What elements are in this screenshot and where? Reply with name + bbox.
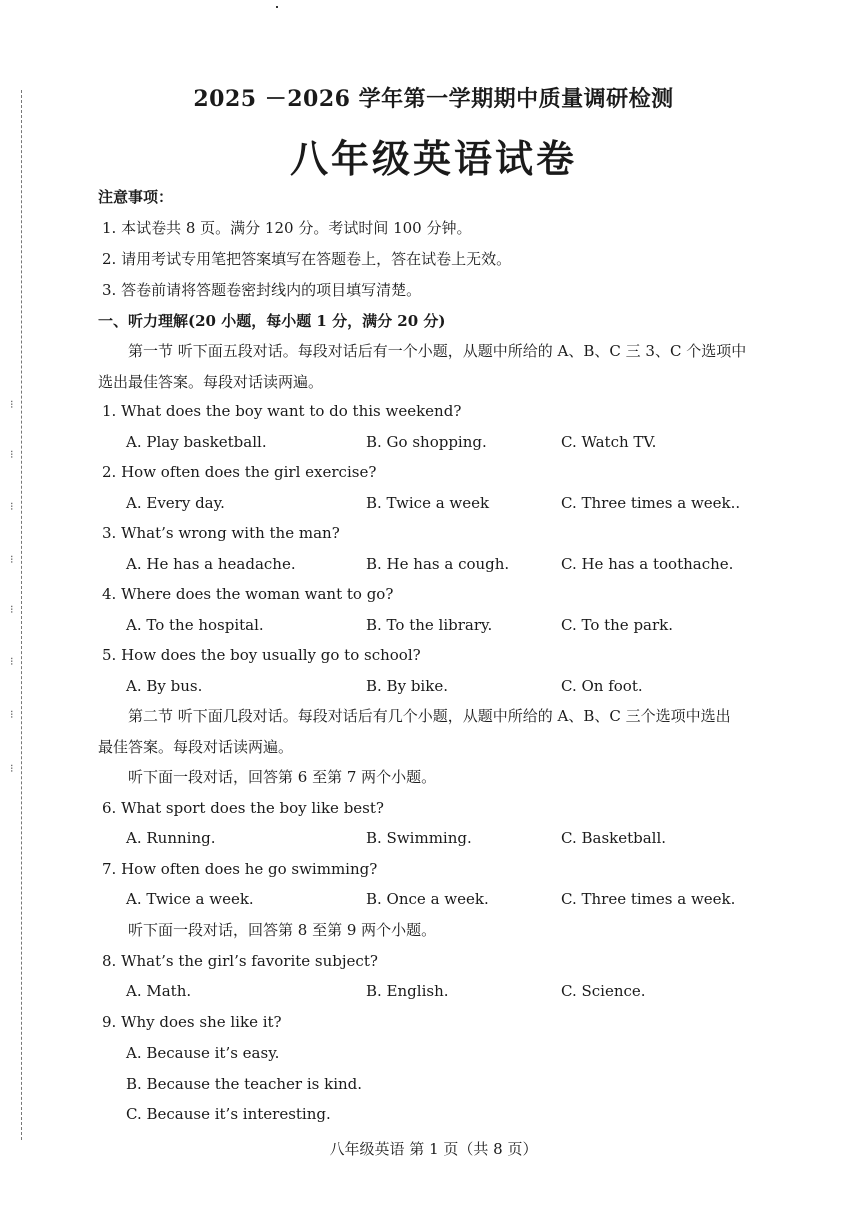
question-text: 3. What’s wrong with the man? bbox=[102, 524, 340, 542]
option-b: B. By bike. bbox=[366, 677, 448, 695]
option-c: C. Basketball. bbox=[561, 829, 667, 847]
binding-mark: ⁝ bbox=[10, 398, 14, 411]
option-c: C. Science. bbox=[561, 982, 646, 1000]
option-a: A. Play basketball. bbox=[126, 433, 267, 451]
notes-item: 1. 本试卷共 8 页。满分 120 分。考试时间 100 分钟。 bbox=[102, 219, 472, 237]
binding-mark: ⁝ bbox=[10, 500, 14, 513]
binding-mark: ⁝ bbox=[10, 655, 14, 668]
option-c: C. Three times a week. bbox=[561, 890, 736, 908]
notes-heading: 注意事项： bbox=[98, 188, 174, 206]
option-a: A. By bus. bbox=[126, 677, 203, 695]
section-heading: 一、听力理解(20 小题，每小题 1 分，满分 20 分) bbox=[98, 312, 446, 330]
binding-mark: ⁝ bbox=[10, 448, 14, 461]
option-a: A. Twice a week. bbox=[126, 890, 254, 908]
option-c: C. Because it’s interesting. bbox=[126, 1105, 331, 1123]
binding-mark: ⁝ bbox=[10, 708, 14, 721]
option-a: A. Because it’s easy. bbox=[126, 1044, 280, 1062]
option-c: C. To the park. bbox=[561, 616, 674, 634]
option-a: A. Running. bbox=[126, 829, 216, 847]
dialogue-instruction: 听下面一段对话，回答第 6 至第 7 两个小题。 bbox=[128, 768, 437, 786]
scan-dot bbox=[276, 6, 278, 8]
option-a: A. He has a headache. bbox=[126, 555, 296, 573]
option-b: B. Go shopping. bbox=[366, 433, 487, 451]
question-text: 5. How does the boy usually go to school? bbox=[102, 646, 421, 664]
option-b: B. Because the teacher is kind. bbox=[126, 1075, 363, 1093]
dialogue-instruction: 听下面一段对话，回答第 8 至第 9 两个小题。 bbox=[128, 921, 437, 939]
notes-item: 3. 答卷前请将答题卷密封线内的项目填写清楚。 bbox=[102, 281, 422, 299]
option-c: C. Watch TV. bbox=[561, 433, 657, 451]
binding-mark: ⁝ bbox=[10, 762, 14, 775]
part2-instruction: 第二节 听下面几段对话。每段对话后有几个小题，从题中所给的 A、B、C 三个选项中选出 bbox=[128, 707, 731, 725]
option-a: A. To the hospital. bbox=[126, 616, 264, 634]
question-text: 6. What sport does the boy like best? bbox=[102, 799, 384, 817]
option-b: B. He has a cough. bbox=[366, 555, 510, 573]
page-footer: 八年级英语 第 1 页（共 8 页） bbox=[329, 1140, 538, 1158]
option-b: B. Twice a week bbox=[366, 494, 490, 512]
exam-subtitle: 八年级英语试卷 bbox=[289, 136, 577, 181]
option-c: C. On foot. bbox=[561, 677, 643, 695]
part1-instruction-cont: 选出最佳答案。每段对话读两遍。 bbox=[98, 373, 324, 391]
option-c: C. He has a toothache. bbox=[561, 555, 734, 573]
option-b: B. Swimming. bbox=[366, 829, 472, 847]
binding-mark: ⁝ bbox=[10, 553, 14, 566]
option-b: B. English. bbox=[366, 982, 449, 1000]
binding-mark: ⁝ bbox=[10, 603, 14, 616]
question-text: 4. Where does the woman want to go? bbox=[102, 585, 394, 603]
option-b: B. Once a week. bbox=[366, 890, 489, 908]
exam-title: 2025 －2026 学年第一学期期中质量调研检测 bbox=[193, 86, 674, 112]
question-text: 9. Why does she like it? bbox=[102, 1013, 282, 1031]
part2-instruction-cont: 最佳答案。每段对话读两遍。 bbox=[98, 738, 294, 756]
question-text: 1. What does the boy want to do this weekend? bbox=[102, 402, 462, 420]
option-c: C. Three times a week.. bbox=[561, 494, 741, 512]
question-text: 2. How often does the girl exercise? bbox=[102, 463, 377, 481]
notes-item: 2. 请用考试专用笔把答案填写在答题卷上，答在试卷上无效。 bbox=[102, 250, 512, 268]
part1-instruction: 第一节 听下面五段对话。每段对话后有一个小题，从题中所给的 A、B、C 三 3、C 个选项中 bbox=[128, 342, 747, 360]
binding-dashed-line bbox=[21, 90, 22, 1140]
option-b: B. To the library. bbox=[366, 616, 493, 634]
option-a: A. Every day. bbox=[126, 494, 225, 512]
question-text: 8. What’s the girl’s favorite subject? bbox=[102, 952, 378, 970]
question-text: 7. How often does he go swimming? bbox=[102, 860, 378, 878]
option-a: A. Math. bbox=[126, 982, 192, 1000]
